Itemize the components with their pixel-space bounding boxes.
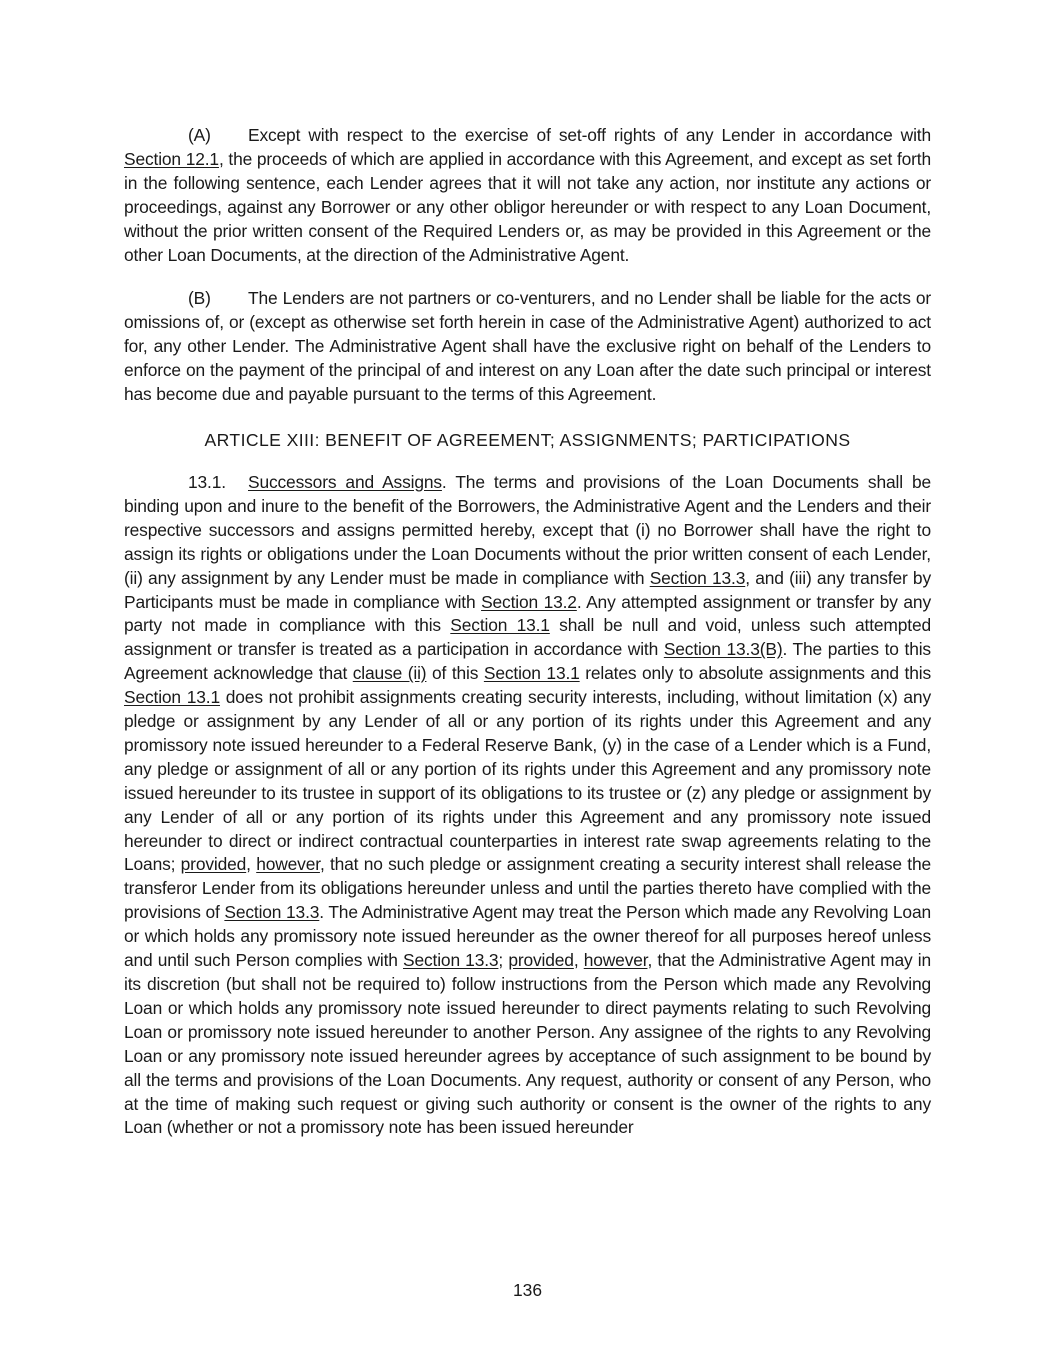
section-ref-link: Section 12.1 <box>124 148 219 169</box>
paragraph-a-label: (A) <box>188 125 211 145</box>
section-number: 13.1. <box>188 471 226 492</box>
section-text: . The terms and provisions of the Loan Documents shall be binding upon and inure to the benefit of the Borrowers, the Administrative Agent and the Lenders and their respective successors and assigns permitted hereby, except that (i) no Borrower shall have the right to assign its rights or obligations under the Loan Documents without the prior written consent of each Lender, (ii) any assignment by any Lender must be made in compliance with <box>124 471 931 588</box>
section-text: , that no such pledge or assignment creating a security interest shall release the transferor Lender from its obligations hereunder unless and until the parties thereto have complied with the provisions of <box>124 854 931 923</box>
section-text: . Any attempted assignment or transfer by any party not made in compliance with this <box>124 591 931 636</box>
paragraph-b-text: The Lenders are not partners or co-venturers, and no Lender shall be liable for the acts or omissions of, or (except as otherwise set forth herein in case of the Administrative Agent) authorized to act for, any other Lender. The Administrative Agent shall have the exclusive right on behalf of the Lenders to enforce on the payment of the principal of and interest on any Loan after the date such principal or interest has become due and payable pursuant to the terms of this Agreement. <box>124 288 931 405</box>
section-ref: Section 13.3 <box>403 950 499 971</box>
section-text: , and (iii) any transfer by Participants must be made in compliance with <box>124 567 932 612</box>
provided-term: provided <box>508 950 574 971</box>
however-term: however <box>256 854 320 875</box>
page-number: 136 <box>512 1280 542 1300</box>
however-term: however <box>583 950 648 971</box>
paragraph-b-label: (B) <box>188 288 211 309</box>
clause-ref: clause (ii) <box>352 663 427 684</box>
section-ref: Section 13.1 <box>450 615 550 636</box>
section-text: , <box>573 950 584 971</box>
paragraph-a <box>124 124 931 267</box>
paragraph-a-text: , the proceeds of which are applied in accordance with this Agreement, and except as set forth in the following sentence, each Lender agrees that it will not take any action, nor institute any actions or proceedings, against any Borrower or any other obligor hereunder or with respect to any Loan Document, without the prior written consent of the Required Lenders or, as may be provided in this Agreement or the other Loan Documents, at the direction of the Administrative Agent. <box>124 148 932 265</box>
section-text: does not prohibit assignments creating security interests, including, without limitation (x) any pledge or assignment by any Lender of all or any portion of its rights under this Agreement and any promissory note issued hereunder to a Federal Reserve Bank, (y) in the case of a Lender which is a Fund, any pledge or assignment of all or any portion of its rights under this Agreement and any promissory note issued hereunder to its trustee in support of its obligations to its trustee or (z) any pledge or assignment by any Lender of all or any portion of its rights under this Agreement and any promissory note issued hereunder to direct or indirect contractual counterparties in interest rate swap agreements relating to the Loans; <box>124 687 931 875</box>
section-ref: Section 13.1 <box>124 687 220 708</box>
section-text: . The Administrative Agent may treat the Person which made any Revolving Loan or which holds any promissory note issued hereunder as the owner thereof for all purposes hereof unless and until such Person complies with <box>124 902 932 971</box>
section-ref: Section 13.2 <box>481 591 577 612</box>
paragraph-a-text: Except with respect to the exercise of set-off rights of any Lender in accordance with <box>248 125 931 145</box>
section-text: . The parties to this Agreement acknowledge that <box>124 639 931 684</box>
section-ref: Section 13.3(B) <box>663 639 783 660</box>
section-text: , that the Administrative Agent may in its discretion (but shall not be required to) follow instructions from the Person which made any Revolving Loan or which holds any promissory note issued hereunder to direct payments relating to such Revolving Loan or promissory note issued hereunder to another Person. Any assignee of the rights to any Revolving Loan or any promissory note issued hereunder agrees by acceptance of such assignment to be bound by all the terms and provisions of the Loan Documents. Any request, authority or consent of any Person, who at the time of making such request or giving such authority or consent is the owner of the rights to any Loan (whether or not a promissory note has been issued hereunder <box>124 950 931 1138</box>
section-13-1 <box>124 471 931 1140</box>
article-heading: ARTICLE XIII: BENEFIT OF AGREEMENT; ASSIGNMENTS; PARTICIPATIONS <box>204 429 851 450</box>
section-text: , <box>246 854 257 875</box>
section-title: Successors and Assigns <box>248 471 442 492</box>
section-text: shall be null and void, unless such attempted assignment or transfer is treated as a participation in accordance with <box>124 615 931 660</box>
section-ref: Section 13.3 <box>224 902 320 923</box>
section-text: relates only to absolute assignments and this <box>579 663 931 684</box>
provided-term: provided <box>180 854 247 875</box>
section-text: of this <box>426 663 484 684</box>
document-page <box>124 124 931 1140</box>
section-ref: Section 13.1 <box>483 663 580 684</box>
section-text: ; <box>498 950 509 971</box>
section-ref: Section 13.3 <box>649 567 746 588</box>
paragraph-b <box>124 287 931 407</box>
